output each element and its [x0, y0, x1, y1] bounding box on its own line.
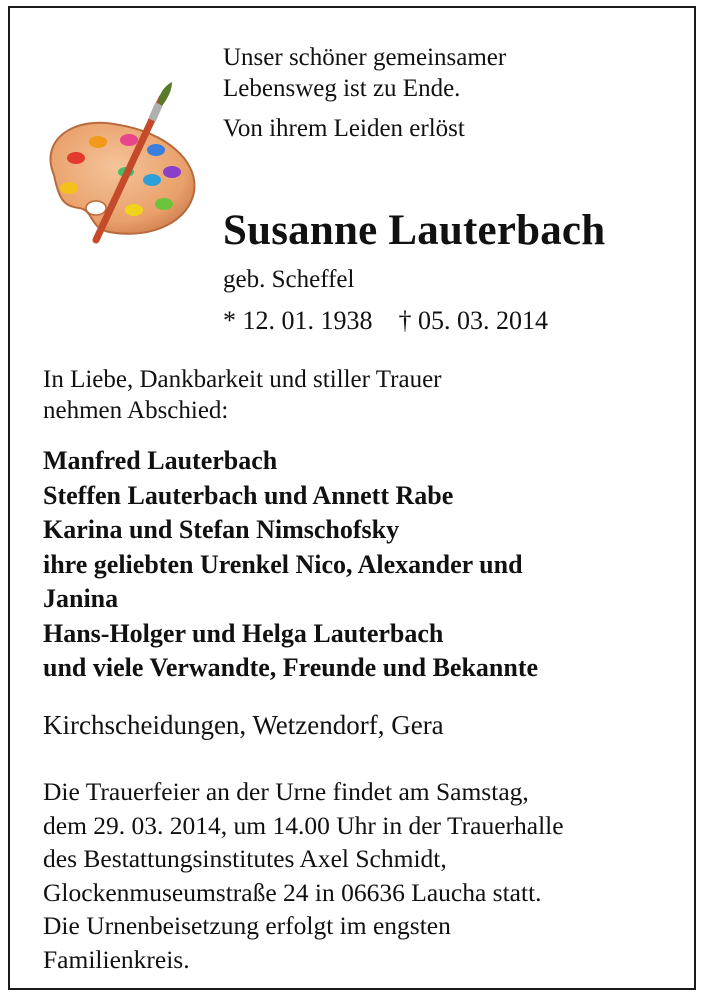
- maiden-name: geb. Scheffel: [223, 266, 355, 293]
- death-date: † 05. 03. 2014: [398, 306, 548, 335]
- intro-text: [223, 42, 506, 144]
- mourner-line: Steffen Lauterbach und Annett Rabe: [43, 480, 454, 510]
- service-line: dem 29. 03. 2014, um 14.00 Uhr in der Trauerhalle: [43, 810, 564, 840]
- intro-line: Von ihrem Leiden erlöst: [223, 115, 465, 142]
- service-line: Die Trauerfeier an der Urne findet am Samstag,: [43, 777, 529, 806]
- birth-date: * 12. 01. 1938: [223, 306, 373, 335]
- mourner-line: und viele Verwandte, Freunde und Bekannte: [43, 653, 539, 682]
- mourner-line: ihre geliebten Urenkel Nico, Alexander und: [43, 549, 523, 579]
- life-dates: [223, 306, 548, 336]
- farewell-line: nehmen Abschied:: [43, 397, 229, 424]
- mourner-line: Manfred Lauterbach: [43, 446, 278, 475]
- service-line: Glockenmuseumstraße 24 in 06636 Laucha statt.: [43, 877, 542, 907]
- mourner-line: Hans-Holger und Helga Lauterbach: [43, 618, 444, 648]
- mourner-line: Janina: [43, 584, 119, 613]
- farewell-line: In Liebe, Dankbarkeit und stiller Trauer: [43, 366, 442, 393]
- farewell-text: [43, 364, 442, 426]
- paint-palette-icon: [34, 80, 204, 250]
- service-line: des Bestattungsinstitutes Axel Schmidt,: [43, 844, 447, 873]
- intro-line: Lebensweg ist zu Ende.: [223, 75, 461, 102]
- intro-line: Unser schöner gemeinsamer: [223, 44, 507, 71]
- service-line: Familienkreis.: [43, 944, 190, 974]
- mourner-line: Karina und Stefan Nimschofsky: [43, 515, 400, 544]
- service-info: [43, 775, 564, 976]
- mourners-list: [43, 444, 538, 686]
- places-line: Kirchscheidungen, Wetzendorf, Gera: [43, 710, 444, 740]
- deceased-name: Susanne Lauterbach: [223, 207, 606, 254]
- service-line: Die Urnenbeisetzung erfolgt im engsten: [43, 911, 451, 940]
